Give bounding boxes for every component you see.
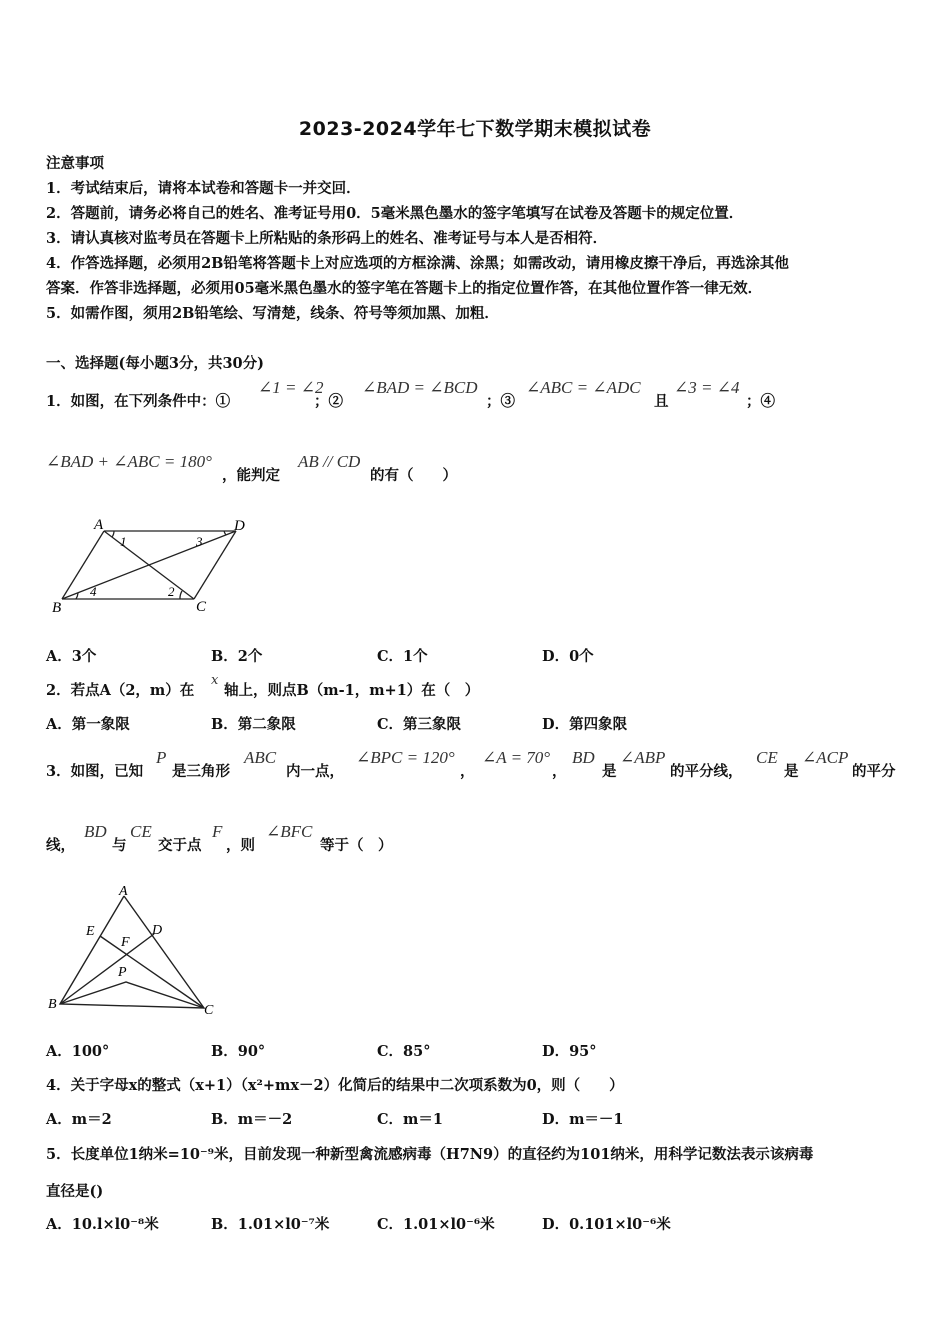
note-item: 答案．作答非选择题，必须用05毫米黑色墨水的签字笔在答题卡上的指定位置作答，在其他位置作答一律无效． [46, 280, 763, 297]
q3-bfc: ∠BFC [266, 822, 313, 841]
q3-option-b[interactable]: B．90° [211, 1043, 266, 1060]
q3-bd: BD [84, 822, 107, 841]
q1-figure [48, 515, 258, 615]
q1-condition-1: ∠1 = ∠2 [258, 378, 324, 397]
vertex-label-p: P [118, 965, 127, 980]
q1-end: 的有（ ） [370, 467, 457, 484]
q1-option-c[interactable]: C．1个 [377, 648, 428, 665]
question-5-line-2: 直径是() [46, 1183, 104, 1200]
q3-f: F [212, 822, 223, 841]
question-1-line-2 [46, 452, 646, 488]
vertex-label-b: B [52, 600, 62, 615]
q3-text: 与 [112, 837, 127, 854]
q3-text: ， [552, 763, 567, 780]
angle-label-2: 2 [168, 584, 175, 599]
q5-option-b[interactable]: B．1.01×l0⁻⁷米 [211, 1216, 330, 1233]
q1-option-a[interactable]: A．3个 [46, 648, 97, 665]
note-item: 4．作答选择题，必须用2B铅笔将答题卡上对应选项的方框涂满、涂黑；如需改动，请用橡皮擦干净后，再选涂其他 [46, 255, 789, 272]
q5-option-c[interactable]: C．1.01×l0⁻⁶米 [377, 1216, 495, 1233]
q2-option-b[interactable]: B．第二象限 [211, 716, 296, 733]
q3-text: 交于点 [158, 837, 202, 854]
vertex-label-a: A [94, 517, 104, 533]
q2-text-a: 2．若点A（2，m）在 [46, 682, 195, 699]
q1-condition-3: ∠ABC = ∠ADC [526, 378, 641, 397]
q1-sep: ；③ [486, 393, 515, 410]
q3-text: 是 [784, 763, 799, 780]
vertex-label-f: F [121, 935, 130, 950]
q3-abc: ABC [244, 748, 277, 767]
note-item: 3．请认真核对监考员在答题卡上所粘贴的条形码上的姓名、准考证号与本人是否相符． [46, 230, 608, 247]
q3-figure [44, 880, 224, 1020]
vertex-label-a: A [119, 884, 128, 899]
q1-condition-4: ∠BAD + ∠ABC = 180° [46, 452, 212, 471]
notes-heading: 注意事项 [46, 155, 104, 172]
q1-ab-cd: AB // CD [298, 452, 361, 471]
q3-option-c[interactable]: C．85° [377, 1043, 431, 1060]
q1-condition-3b: ∠3 = ∠4 [674, 378, 740, 397]
q2-option-a[interactable]: A．第一象限 [46, 716, 130, 733]
q3-text: 是 [602, 763, 617, 780]
q3-acp: ∠ACP [802, 748, 849, 767]
vertex-label-e: E [86, 924, 95, 939]
q3-abp: ∠ABP [620, 748, 666, 767]
page-title: 2023-2024学年七下数学期末模拟试卷 [298, 118, 652, 140]
q3-bd: BD [572, 748, 595, 767]
q3-option-a[interactable]: A．100° [46, 1043, 110, 1060]
vertex-label-c: C [204, 1003, 214, 1018]
section-heading: 一、选择题(每小题3分，共30分) [46, 355, 264, 372]
q1-mid: ，能判定 [222, 467, 280, 484]
q1-option-b[interactable]: B．2个 [211, 648, 263, 665]
q1-sep: ；② [314, 393, 343, 410]
angle-label-3: 3 [196, 534, 203, 549]
q3-option-d[interactable]: D．95° [542, 1043, 597, 1060]
q4-option-d[interactable]: D．m＝－1 [542, 1111, 624, 1128]
q1-prefix: 1．如图，在下列条件中：① [46, 393, 231, 410]
question-3-line-2 [46, 822, 646, 858]
q3-text: 3．如图，已知 [46, 763, 144, 780]
q1-sep: ；④ [746, 393, 775, 410]
q1-condition-2: ∠BAD = ∠BCD [362, 378, 478, 397]
q3-ce: CE [130, 822, 152, 841]
q2-option-d[interactable]: D．第四象限 [542, 716, 628, 733]
q5-option-d[interactable]: D．0.101×l0⁻⁶米 [542, 1216, 671, 1233]
q4-option-a[interactable]: A．m＝2 [46, 1111, 112, 1128]
q3-ce: CE [756, 748, 778, 767]
q1-qie: 且 [654, 393, 669, 410]
note-item: 5．如需作图，须用2B铅笔绘、写清楚，线条、符号等须加黑、加粗． [46, 305, 499, 322]
q2-x: x [211, 673, 219, 688]
q5-option-a[interactable]: A．10.l×l0⁻⁸米 [46, 1216, 159, 1233]
q3-text: ， [460, 763, 475, 780]
q3-text: 等于（ ） [320, 837, 393, 854]
note-item: 2．答题前，请务必将自己的姓名、准考证号用0．5毫米黑色墨水的签字笔填写在试卷及答题卡的规定位置． [46, 205, 744, 222]
q1-option-d[interactable]: D．0个 [542, 648, 594, 665]
q3-text: 是三角形 [172, 763, 230, 780]
angle-label-1: 1 [120, 534, 127, 549]
note-item: 1．考试结束后，请将本试卷和答题卡一并交回． [46, 180, 361, 197]
q3-p: P [156, 748, 167, 767]
q3-text: ，则 [226, 837, 255, 854]
question-4: 4．关于字母x的整式（x+1）（x²+mx－2）化简后的结果中二次项系数为0，则（ ） [46, 1077, 624, 1094]
q3-bpc: ∠BPC = 120° [356, 748, 455, 767]
vertex-label-c: C [196, 599, 207, 615]
vertex-label-b: B [48, 997, 57, 1012]
q2-text-b: 轴上，则点B（m-1，m+1）在（ ） [224, 682, 480, 699]
question-5-line-1: 5．长度单位1纳米=10⁻⁹米，目前发现一种新型禽流感病毒（H7N9）的直径约为101纳米，用科学记数法表示该病毒 [46, 1146, 814, 1163]
vertex-label-d: D [234, 518, 245, 534]
vertex-label-d: D [152, 923, 163, 938]
q3-a70: ∠A = 70° [482, 748, 551, 767]
question-3-line-1 [46, 748, 916, 784]
question-1-line-1 [46, 378, 906, 414]
q3-text: 线， [46, 837, 75, 854]
q4-option-c[interactable]: C．m＝1 [377, 1111, 443, 1128]
angle-label-4: 4 [90, 584, 97, 599]
q3-text: 的平分线， [670, 763, 743, 780]
q3-text: 的平分 [852, 763, 896, 780]
question-2 [46, 673, 646, 703]
q4-option-b[interactable]: B．m＝－2 [211, 1111, 293, 1128]
q3-text: 内一点， [286, 763, 344, 780]
q2-option-c[interactable]: C．第三象限 [377, 716, 462, 733]
